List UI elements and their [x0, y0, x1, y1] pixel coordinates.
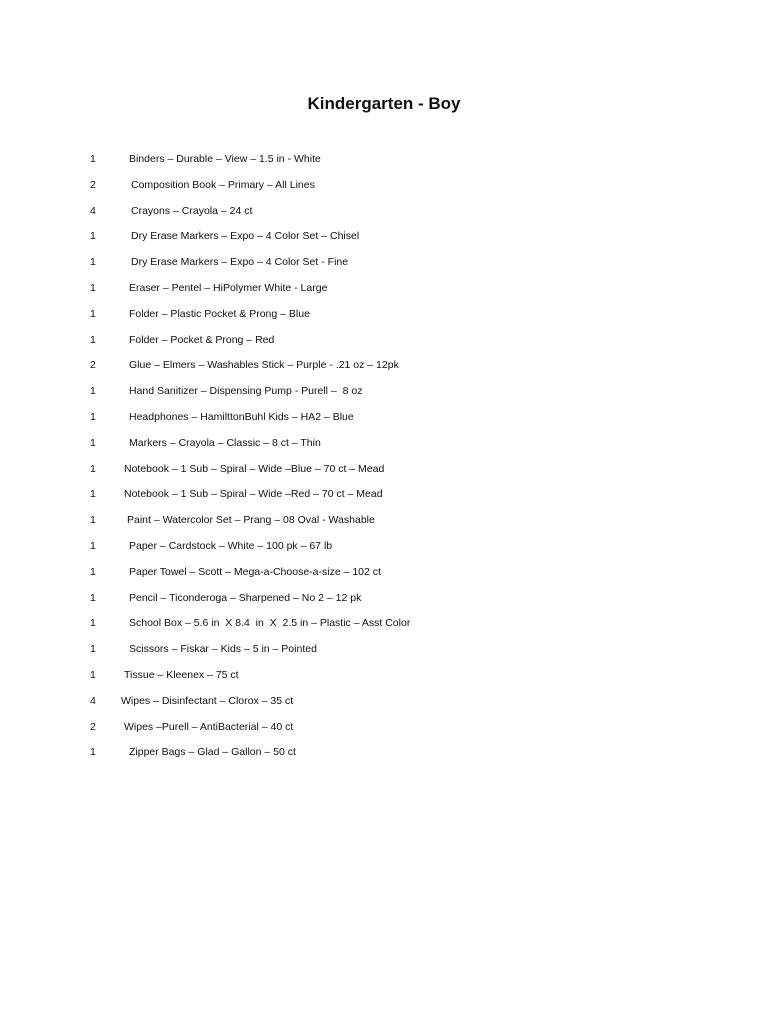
item-quantity: 1 [90, 617, 96, 630]
item-quantity: 1 [90, 307, 96, 320]
item-quantity: 1 [90, 514, 96, 527]
item-quantity: 1 [90, 462, 96, 475]
list-item [0, 718, 768, 744]
item-name: Binders – Durable – View – 1.5 in - White [129, 153, 321, 165]
item-quantity: 4 [90, 694, 96, 707]
item-quantity: 1 [90, 230, 96, 243]
item-name: Paint – Watercolor Set – Prang – 08 Oval - Washable [127, 514, 375, 527]
item-quantity: 1 [90, 153, 96, 165]
item-quantity: 2 [90, 178, 96, 191]
item-quantity: 4 [90, 204, 96, 217]
list-item [0, 460, 768, 486]
item-name: Folder – Plastic Pocket & Prong – Blue [129, 307, 310, 320]
supply-list [0, 150, 768, 769]
item-quantity: 1 [90, 436, 96, 449]
item-quantity: 2 [90, 720, 96, 733]
item-name: Glue – Elmers – Washables Stick – Purple - .21 oz – 12pk [129, 359, 399, 372]
item-quantity: 1 [90, 410, 96, 423]
item-name: Wipes –Purell – AntiBacterial – 40 ct [124, 720, 294, 733]
item-name: Pencil – Ticonderoga – Sharpened – No 2 – 12 pk [129, 591, 362, 604]
list-item [0, 331, 768, 357]
list-item [0, 356, 768, 382]
list-item [0, 743, 768, 769]
list-item [0, 305, 768, 331]
item-quantity: 1 [90, 256, 96, 269]
page-title: Kindergarten - Boy [307, 94, 461, 113]
item-name: Tissue – Kleenex – 75 ct [124, 668, 239, 681]
list-item [0, 614, 768, 640]
item-name: Scissors – Fiskar – Kids – 5 in – Pointed [129, 643, 317, 656]
list-item [0, 253, 768, 279]
list-item [0, 692, 768, 718]
list-item [0, 382, 768, 408]
item-quantity: 2 [90, 359, 96, 372]
item-name: Notebook – 1 Sub – Spiral – Wide –Blue – 70 ct – Mead [124, 462, 385, 475]
item-name: Paper – Cardstock – White – 100 pk – 67 lb [129, 539, 333, 552]
item-name: Dry Erase Markers – Expo – 4 Color Set – Chisel [131, 230, 360, 243]
list-item [0, 227, 768, 253]
list-item [0, 589, 768, 615]
item-quantity: 1 [90, 281, 96, 294]
item-name: Composition Book – Primary – All Lines [131, 178, 315, 191]
item-quantity: 1 [90, 488, 96, 501]
item-quantity: 1 [90, 668, 96, 681]
item-name: Folder – Pocket & Prong – Red [129, 333, 275, 346]
item-name: Eraser – Pentel – HiPolymer White - Large [129, 281, 328, 294]
item-name: Paper Towel – Scott – Mega-a-Choose-a-size – 102 ct [129, 565, 381, 578]
list-item [0, 537, 768, 563]
item-quantity: 1 [90, 539, 96, 552]
item-quantity: 1 [90, 643, 96, 656]
item-name: Hand Sanitizer – Dispensing Pump - Purell – 8 oz [129, 385, 363, 398]
list-item [0, 279, 768, 305]
item-quantity: 1 [90, 385, 96, 398]
list-item [0, 511, 768, 537]
list-item [0, 150, 768, 176]
list-item [0, 485, 768, 511]
item-name: Wipes – Disinfectant – Clorox – 35 ct [121, 694, 294, 707]
list-item [0, 408, 768, 434]
item-name: Markers – Crayola – Classic – 8 ct – Thin [129, 436, 321, 449]
item-name: Crayons – Crayola – 24 ct [131, 204, 253, 217]
list-item [0, 176, 768, 202]
item-quantity: 1 [90, 591, 96, 604]
item-name: Dry Erase Markers – Expo – 4 Color Set - Fine [131, 256, 349, 269]
item-name: Notebook – 1 Sub – Spiral – Wide –Red – 70 ct – Mead [124, 488, 383, 501]
item-name: Headphones – HamilttonBuhl Kids – HA2 – Blue [129, 410, 354, 423]
item-quantity: 1 [90, 333, 96, 346]
item-quantity: 1 [90, 565, 96, 578]
list-item [0, 434, 768, 460]
item-quantity: 1 [90, 746, 96, 759]
list-item [0, 563, 768, 589]
list-item [0, 666, 768, 692]
list-item [0, 202, 768, 228]
list-item [0, 640, 768, 666]
item-name: School Box – 5.6 in X 8.4 in X 2.5 in – Plastic – Asst Color [129, 617, 411, 630]
item-name: Zipper Bags – Glad – Gallon – 50 ct [129, 746, 296, 759]
